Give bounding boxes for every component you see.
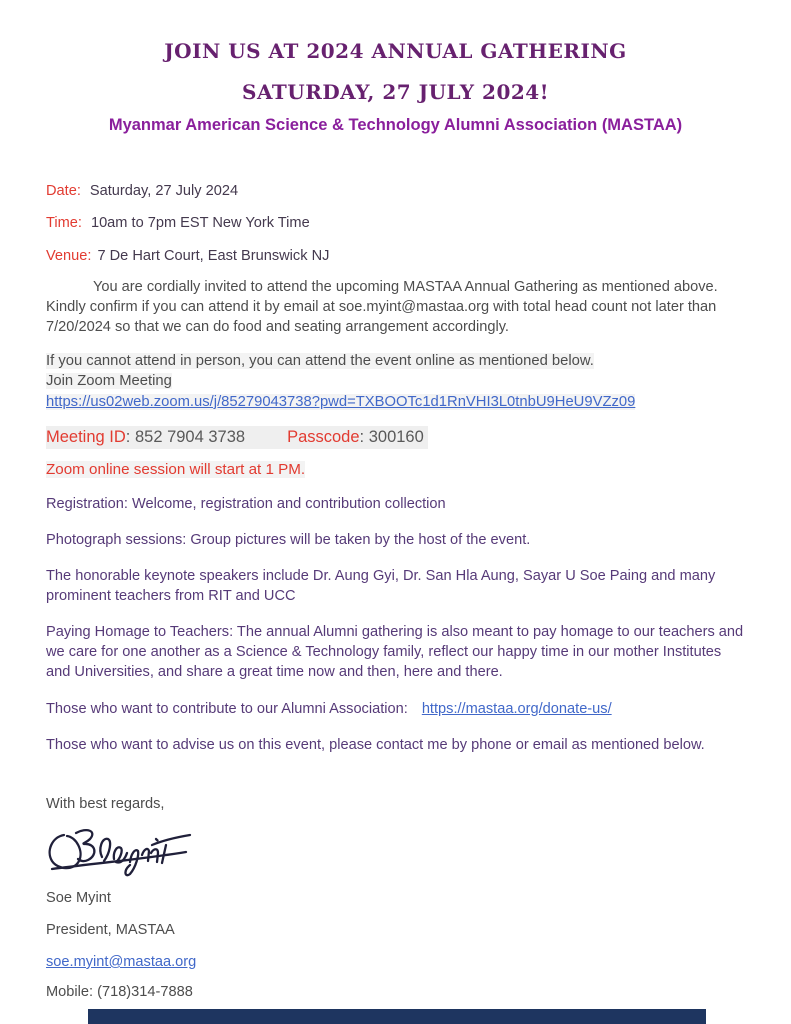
- page-subtitle-date: SATURDAY, 27 JULY 2024!: [242, 80, 549, 104]
- advise-line: Those who want to advise us on this event, please contact me by phone or email as mentioned below.: [46, 736, 705, 753]
- meeting-id-label: Meeting ID: [46, 428, 126, 447]
- signer-title: President, MASTAA: [46, 922, 175, 939]
- organization-name: Myanmar American Science & Technology Alumni Association (MASTAA): [108, 116, 683, 134]
- meeting-credentials-row: [46, 427, 745, 448]
- venue-row: [46, 247, 745, 267]
- zoom-session-note: Zoom online session will start at 1 PM.: [46, 460, 306, 478]
- meeting-id-value: : 852 7904 3738: [125, 428, 246, 447]
- time-value: 10am to 7pm EST New York Time: [90, 215, 310, 232]
- photograph-line: Photograph sessions: Group pictures will be taken by the host of the event.: [46, 531, 531, 548]
- zoom-session-note-row: [46, 461, 745, 478]
- email-link[interactable]: soe.myint@mastaa.org: [46, 953, 197, 970]
- meeting-credentials: [46, 426, 428, 449]
- date-value: Saturday, 27 July 2024: [89, 182, 239, 199]
- contribute-row: [46, 699, 745, 719]
- time-row: [46, 214, 745, 234]
- attend-online-line: If you cannot attend in person, you can attend the event online as mentioned below.: [46, 353, 594, 370]
- homage-paragraph: Paying Homage to Teachers: The annual Alumni gathering is also meant to pay homage to our teachers and we care for one another as a Science & Technology family, reflect our happy time in our mother Institutes and Universities, and share a great time now and then, here and there.: [46, 624, 744, 681]
- keynote-speakers-line: The honorable keynote speakers include Dr. Aung Gyi, Dr. San Hla Aung, Sayar U Soe Paing and many prominent teachers from RIT and UCC: [46, 567, 716, 605]
- time-label: Time:: [46, 215, 82, 232]
- email-row: [46, 954, 745, 970]
- join-zoom-label: Join Zoom Meeting: [46, 373, 172, 390]
- signer-name: Soe Myint: [46, 889, 111, 906]
- date-row: [46, 182, 745, 202]
- venue-value: 7 De Hart Court, East Brunswick NJ: [97, 248, 330, 264]
- venue-label: Venue:: [46, 248, 92, 264]
- date-label: Date:: [46, 182, 81, 199]
- page-title: JOIN US AT 2024 ANNUAL GATHERING: [164, 39, 627, 63]
- invitation-paragraph: You are cordially invited to attend the upcoming MASTAA Annual Gathering as mentioned above. Kindly confirm if you can attend it by email at soe.myint@mastaa.org with total head count not later than 7/20/2024 so that we can do food and seating arrangement accordingly.: [46, 278, 726, 335]
- contribute-line: Those who want to contribute to our Alumni Association:: [46, 700, 408, 717]
- donate-link[interactable]: https://mastaa.org/donate-us/: [421, 700, 612, 717]
- mobile-line: Mobile: (718)314-7888: [46, 983, 193, 1000]
- passcode-value: : 300160: [359, 428, 424, 447]
- zoom-meeting-link[interactable]: https://us02web.zoom.us/j/85279043738?pwd=TXBOOTc1d1RnVHI3L0tnbU9HeU9VZz09: [46, 393, 636, 410]
- zoom-invite-block: [46, 351, 745, 412]
- passcode-label: Passcode: [287, 428, 360, 447]
- closing-salutation: With best regards,: [46, 795, 165, 812]
- signature-image: [44, 819, 219, 879]
- closing-block: [46, 795, 745, 1003]
- registration-line: Registration: Welcome, registration and contribution collection: [46, 495, 446, 512]
- bottom-divider-bar: [88, 1009, 706, 1024]
